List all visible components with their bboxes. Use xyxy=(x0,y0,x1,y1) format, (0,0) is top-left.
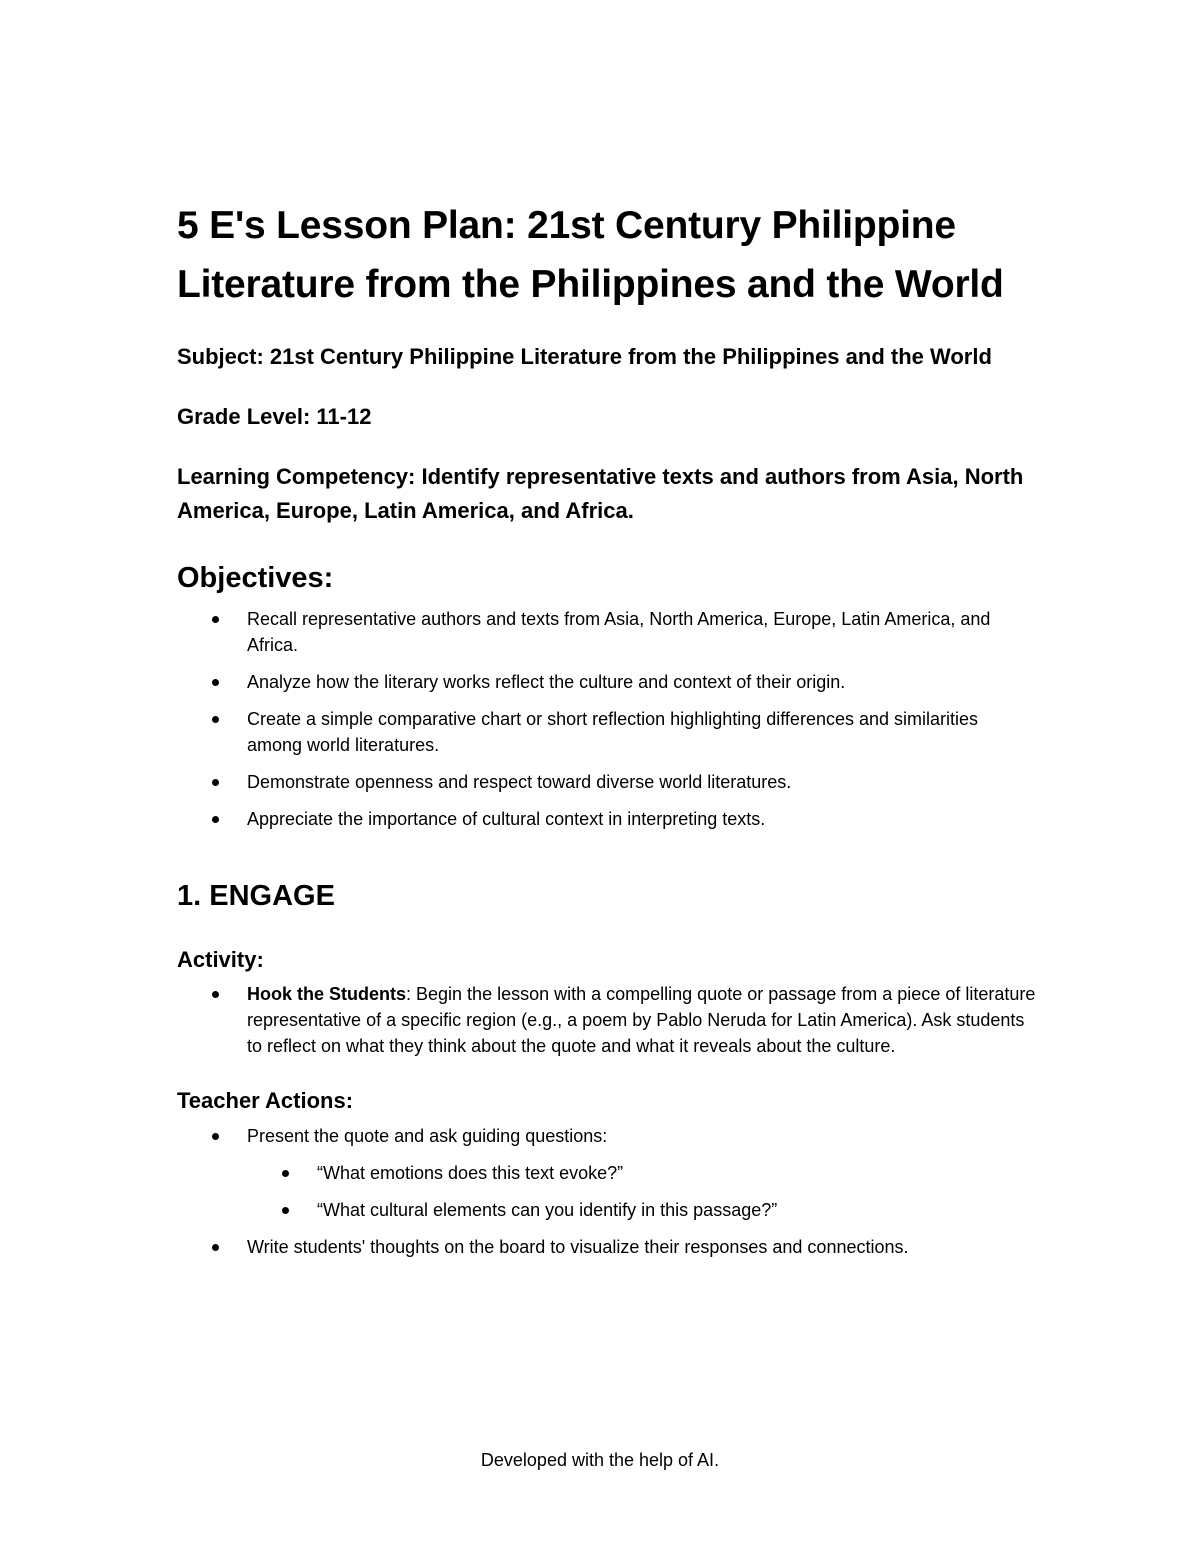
objective-text: Create a simple comparative chart or short reflection highlighting differences and similarities among world literatures. xyxy=(247,709,979,755)
list-item xyxy=(247,1197,1037,1223)
activity-list xyxy=(177,981,1037,1059)
teacher-action-text: Present the quote and ask guiding questions: xyxy=(247,1126,608,1146)
bullet-icon xyxy=(212,779,219,786)
list-item xyxy=(177,669,1037,695)
bullet-icon xyxy=(282,1207,289,1214)
bullet-icon xyxy=(212,679,219,686)
list-item xyxy=(247,1160,1037,1186)
subject-line: Subject: 21st Century Philippine Literature from the Philippines and the World xyxy=(177,344,992,369)
list-item xyxy=(177,769,1037,795)
objective-text: Recall representative authors and texts from Asia, North America, Europe, Latin America, and Africa. xyxy=(247,609,991,655)
bullet-icon xyxy=(282,1170,289,1177)
activity-text: : Begin the lesson with a compelling quote or passage from a piece of literature representative of a specific region (e.g., a poem by Pablo Neruda for Latin America). Ask students to reflect on what they think about the quote and what it reveals about the culture. xyxy=(247,984,1036,1056)
bullet-icon xyxy=(212,1244,219,1251)
bullet-icon xyxy=(212,1133,219,1140)
guiding-question-text: “What cultural elements can you identify in this passage?” xyxy=(317,1200,778,1220)
guiding-question-text: “What emotions does this text evoke?” xyxy=(317,1163,624,1183)
teacher-action-text: Write students' thoughts on the board to visualize their responses and connections. xyxy=(247,1237,909,1257)
list-item xyxy=(177,1123,1037,1223)
list-item xyxy=(177,981,1037,1059)
guiding-questions-list xyxy=(177,1160,1037,1223)
objective-text: Appreciate the importance of cultural context in interpreting texts. xyxy=(247,809,766,829)
teacher-actions-list xyxy=(177,1123,1037,1260)
activity-heading: Activity: xyxy=(177,947,264,972)
learning-competency-line: Learning Competency: Identify representative texts and authors from Asia, North America, Europe, Latin America, and Africa. xyxy=(177,464,1024,523)
list-item xyxy=(177,1234,1037,1260)
grade-level-line: Grade Level: 11-12 xyxy=(177,404,372,429)
document-body xyxy=(177,196,1037,1271)
bullet-icon xyxy=(212,716,219,723)
objectives-list xyxy=(177,606,1037,832)
bullet-icon xyxy=(212,816,219,823)
bullet-icon xyxy=(212,991,219,998)
page-title: 5 E's Lesson Plan: 21st Century Philippine Literature from the Philippines and the World xyxy=(177,204,1004,306)
list-item xyxy=(177,606,1037,658)
objective-text: Demonstrate openness and respect toward diverse world literatures. xyxy=(247,772,792,792)
objectives-heading: Objectives: xyxy=(177,562,334,594)
list-item xyxy=(177,806,1037,832)
teacher-actions-heading: Teacher Actions: xyxy=(177,1088,354,1113)
page-footer: Developed with the help of AI. xyxy=(480,1450,720,1470)
activity-lead: Hook the Students xyxy=(247,984,407,1004)
list-item xyxy=(177,706,1037,758)
engage-heading: 1. ENGAGE xyxy=(177,880,335,912)
objective-text: Analyze how the literary works reflect the culture and context of their origin. xyxy=(247,672,846,692)
bullet-icon xyxy=(212,616,219,623)
